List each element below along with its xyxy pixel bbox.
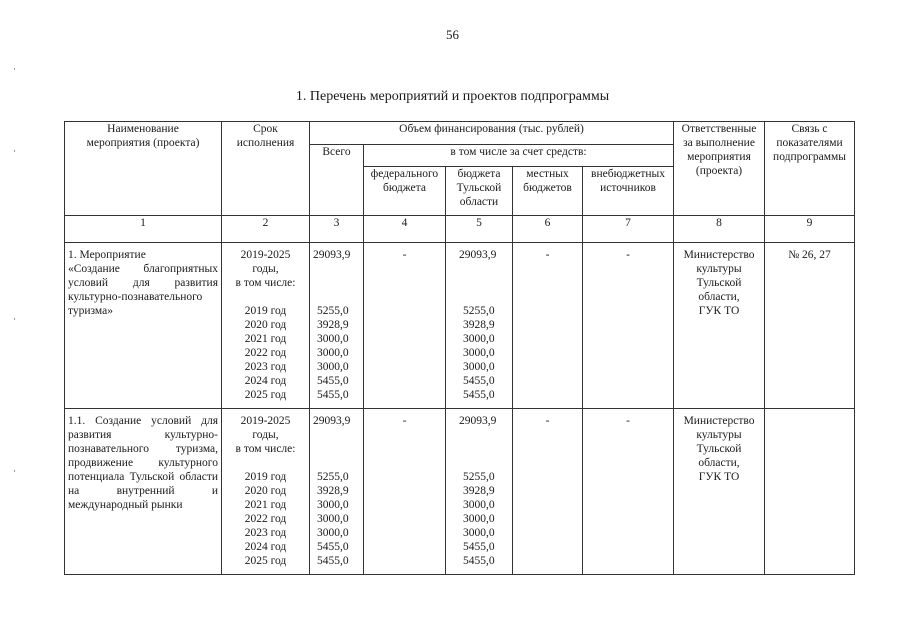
header-term: Срок исполнения (222, 122, 310, 216)
column-number: 6 (513, 216, 583, 243)
regional-cell (446, 409, 513, 575)
page-number: 56 (446, 27, 459, 42)
header-responsible: Ответственные за выполнение мероприятия (проекта) (674, 122, 765, 216)
header-total: Всего (310, 145, 364, 216)
column-number: 8 (674, 216, 765, 243)
total-years: 5255,0 3928,9 3000,0 3000,0 3000,0 5455,0 5455,0 (317, 305, 349, 401)
total-head: 29093,9 (313, 249, 351, 261)
column-number: 1 (65, 216, 222, 243)
column-number: 9 (765, 216, 855, 243)
table-row (65, 409, 855, 575)
federal-cell: - (364, 409, 446, 575)
link-cell: № 26, 27 (765, 243, 855, 409)
column-number-row (65, 216, 855, 243)
header-row (65, 122, 855, 145)
responsible-cell: Министерство культуры Тульской области, ГУК ТО (674, 243, 765, 409)
header-federal: федерального бюджета (364, 167, 446, 216)
measure-name-cell (65, 243, 222, 409)
term-cell (222, 243, 310, 409)
column-number: 5 (446, 216, 513, 243)
measure-name-cell (65, 409, 222, 575)
regional-years: 5255,0 3928,9 3000,0 3000,0 3000,0 5455,0 5455,0 (463, 305, 495, 401)
total-cell (310, 243, 364, 409)
responsible-cell: Министерство культуры Тульской области, ГУК ТО (674, 409, 765, 575)
margin-mark (14, 318, 15, 320)
header-extra: внебюджетных источников (583, 167, 674, 216)
margin-mark (14, 150, 15, 152)
regional-cell (446, 243, 513, 409)
header-including: в том числе за счет средств: (364, 145, 674, 167)
header-name: Наименование мероприятия (проекта) (65, 122, 222, 216)
total-head: 29093,9 (313, 415, 351, 427)
link-cell (765, 409, 855, 575)
local-cell: - (513, 243, 583, 409)
term-years: 2019 год 2020 год 2021 год 2022 год 2023 год 2024 год 2025 год (244, 305, 287, 401)
header-link: Связь с показателями подпрограммы (765, 122, 855, 216)
term-head: 2019-2025 годы, в том числе: (235, 415, 296, 455)
federal-cell: - (364, 243, 446, 409)
local-cell: - (513, 409, 583, 575)
margin-mark (14, 470, 15, 472)
extra-cell: - (583, 243, 674, 409)
regional-head: 29093,9 (459, 415, 497, 427)
total-cell (310, 409, 364, 575)
header-local: местных бюджетов (513, 167, 583, 216)
header-regional: бюджета Тульской области (446, 167, 513, 216)
total-years: 5255,0 3928,9 3000,0 3000,0 3000,0 5455,0 5455,0 (317, 471, 349, 567)
column-number: 2 (222, 216, 310, 243)
regional-head: 29093,9 (459, 249, 497, 261)
page-title: 1. Перечень мероприятий и проектов подпрограммы (295, 89, 610, 104)
margin-mark (14, 68, 15, 70)
regional-years: 5255,0 3928,9 3000,0 3000,0 3000,0 5455,0 5455,0 (463, 471, 495, 567)
measure-name: 1. Мероприятие «Создание благоприятных условий для развития культурно-познавательного туризма» (68, 249, 218, 317)
column-number: 4 (364, 216, 446, 243)
term-years: 2019 год 2020 год 2021 год 2022 год 2023 год 2024 год 2025 год (244, 471, 287, 567)
measure-name: 1.1. Создание условий для развития культурно-познавательного туризма, продвижение культурного потенциала Тульской области на внутренний и международный рынки (68, 415, 218, 511)
header-volume: Объем финансирования (тыс. рублей) (310, 122, 674, 145)
term-head: 2019-2025 годы, в том числе: (235, 249, 296, 289)
extra-cell: - (583, 409, 674, 575)
measures-table (64, 121, 855, 575)
column-number: 3 (310, 216, 364, 243)
column-number: 7 (583, 216, 674, 243)
term-cell (222, 409, 310, 575)
table-row (65, 243, 855, 409)
